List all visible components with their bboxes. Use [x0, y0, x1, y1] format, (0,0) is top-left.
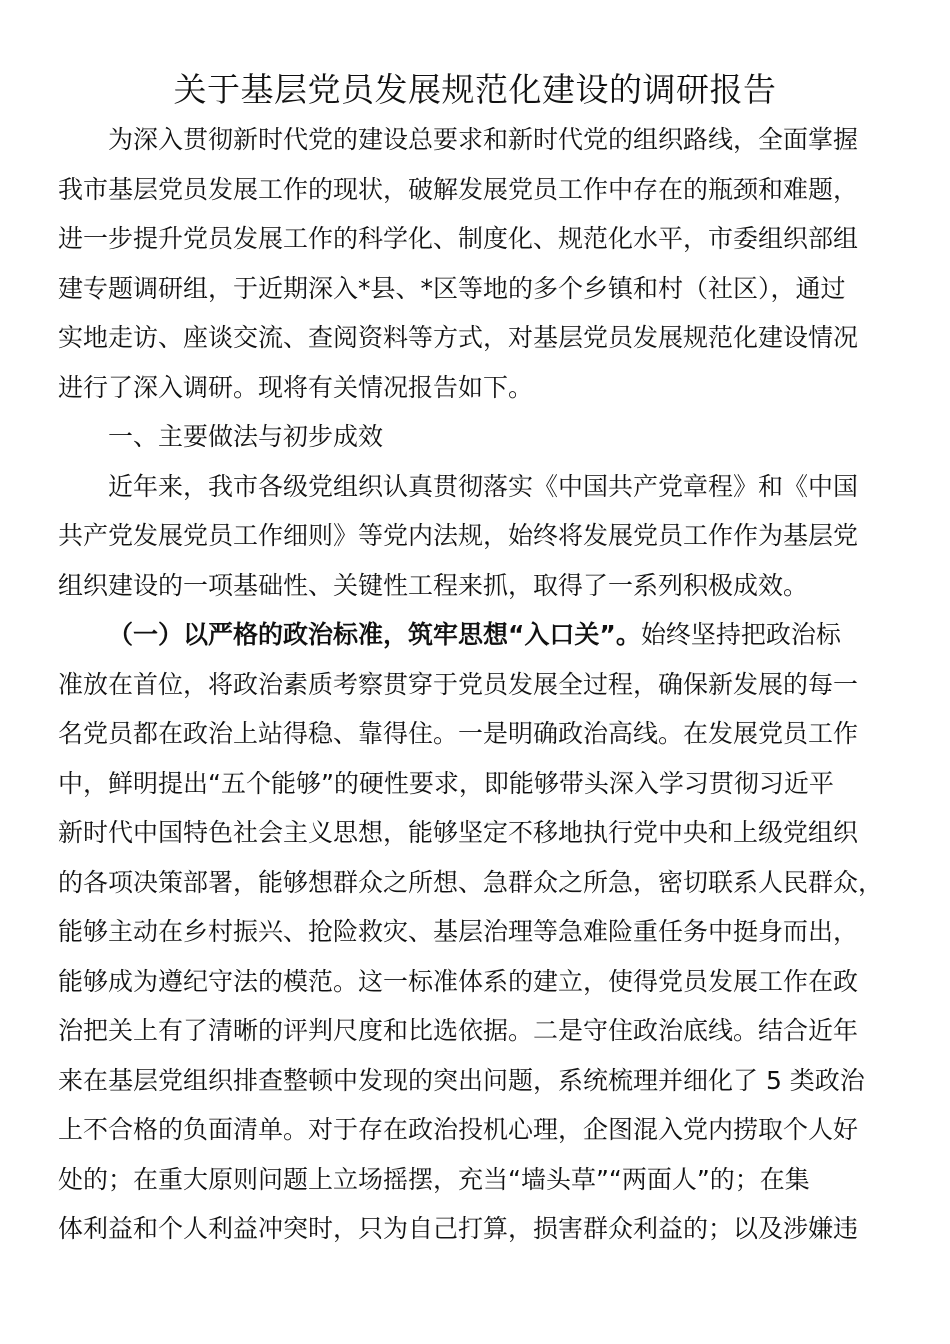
paragraph-line: 组织建设的一项基础性、关键性工程来抓，取得了一系列积极成效。 [58, 570, 809, 600]
paragraph-line: 处的；在重大原则问题上立场摇摆，充当“墙头草”“两面人”的；在集 [58, 1164, 810, 1194]
paragraph-line: 实地走访、座谈交流、查阅资料等方式，对基层党员发展规范化建设情况 [58, 323, 859, 352]
section-heading: 一、主要做法与初步成效 [108, 422, 384, 451]
section-paragraph [58, 462, 894, 611]
paragraph-line: 上不合格的负面清单。对于存在政治投机心理，企图混入党内捞取个人好 [58, 1115, 859, 1144]
paragraph-line: 准放在首位，将政治素质考察贯穿于党员发展全过程，确保新发展的每一 [58, 669, 859, 699]
paragraph-line: 体利益和个人利益冲突时，只为自己打算，损害群众利益的；以及涉嫌违 [58, 1214, 859, 1243]
paragraph-line: 能够主动在乡村振兴、抢险救灾、基层治理等急难险重任务中挺身而出， [58, 917, 859, 946]
paragraph-line: 我市基层党员发展工作的现状，破解发展党员工作中存在的瓶颈和难题， [58, 174, 859, 204]
paragraph-line: 进一步提升党员发展工作的科学化、制度化、规范化水平，市委组织部组 [58, 224, 859, 253]
paragraph-line: 能够成为遵纪守法的模范。这一标准体系的建立，使得党员发展工作在政 [58, 966, 859, 996]
paragraph-line: 为深入贯彻新时代党的建设总要求和新时代党的组织路线，全面掌握 [108, 125, 859, 154]
document-title: 关于基层党员发展规范化建设的调研报告 [173, 70, 777, 109]
paragraph-line: 治把关上有了清晰的评判尺度和比选依据。二是守住政治底线。结合近年 [58, 1016, 859, 1045]
paragraph-line: 的各项决策部署，能够想群众之所想、急群众之所急，密切联系人民群众， [58, 867, 884, 897]
subsection-first-line [58, 610, 894, 660]
subsection-heading: （一）以严格的政治标准，筑牢思想“入口关”。 [108, 620, 641, 649]
intro-paragraph [58, 115, 894, 412]
paragraph-line: 中，鲜明提出“五个能够”的硬性要求，即能够带头深入学习贯彻习近平 [58, 768, 834, 798]
paragraph-line: 进行了深入调研。现将有关情况报告如下。 [58, 372, 534, 402]
subsection-first-line-text: 始终坚持把政治标 [640, 620, 841, 649]
paragraph-line: 来在基层党组织排查整顿中发现的突出问题，系统梳理并细化了 5 类政治 [58, 1065, 865, 1095]
paragraph-line: 近年来，我市各级党组织认真贯彻落实《中国共产党章程》和《中国 [108, 471, 859, 501]
document-body [58, 115, 894, 1254]
paragraph-line: 共产党发展党员工作细则》等党内法规，始终将发展党员工作作为基层党 [58, 521, 859, 550]
paragraph-line: 名党员都在政治上站得稳、靠得住。一是明确政治高线。在发展党员工作 [58, 719, 859, 748]
paragraph-line: 建专题调研组，于近期深入*县、*区等地的多个乡镇和村（社区），通过 [58, 273, 846, 303]
subsection-paragraph [58, 610, 894, 1254]
paragraph-line: 新时代中国特色社会主义思想，能够坚定不移地执行党中央和上级党组织 [58, 818, 859, 847]
